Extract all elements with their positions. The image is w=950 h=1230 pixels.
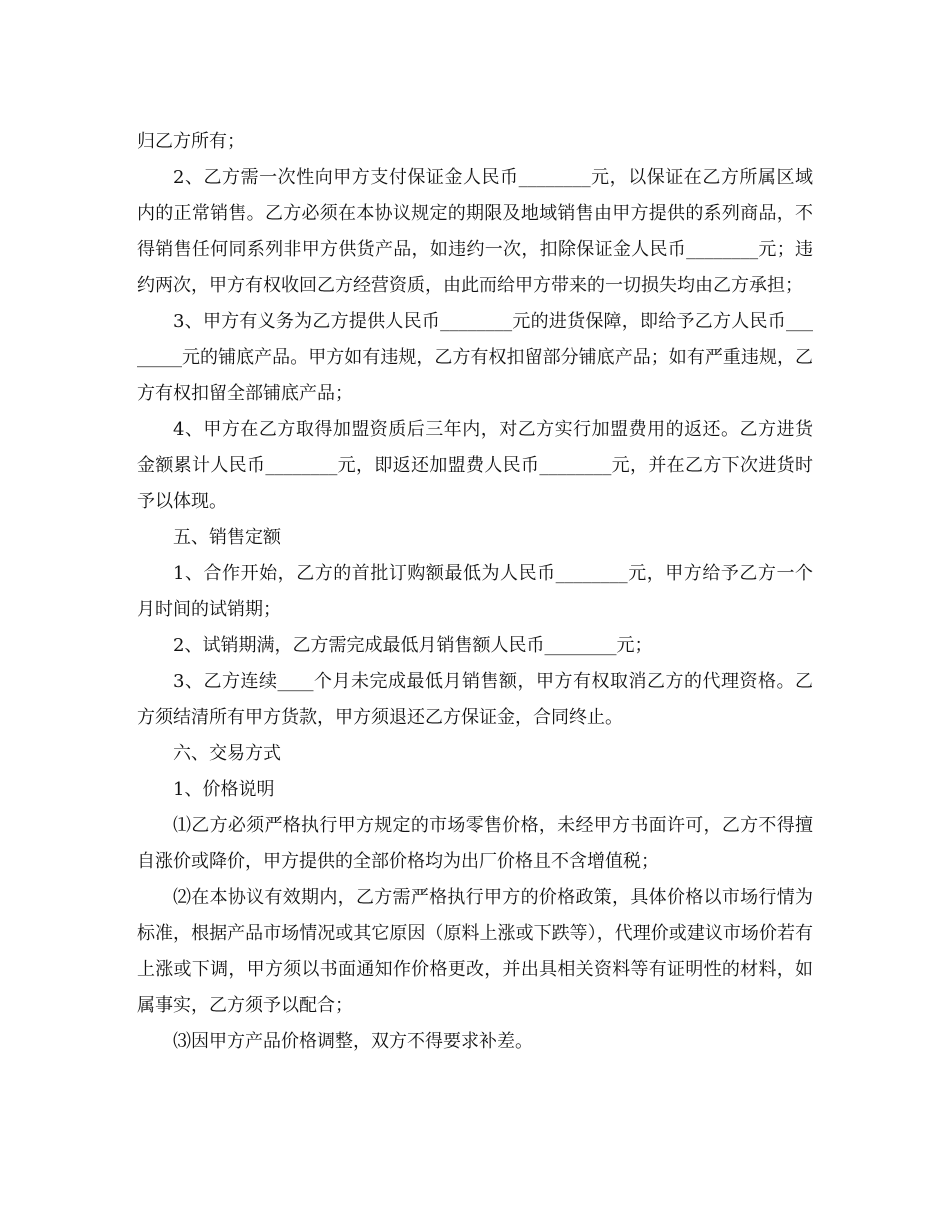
- paragraph-fee-refund-clause: 4、甲方在乙方取得加盟资质后三年内，对乙方实行加盟费用的返还。乙方进货金额累计人民币________元，即返还加盟费人民币________元，并在乙方下次进货时予以体现。: [137, 419, 813, 512]
- paragraph-price-adjustment-clause: ⑶因甲方产品价格调整，双方不得要求补差。: [173, 1031, 533, 1052]
- section-heading-sales-quota: 五、销售定额: [173, 527, 281, 548]
- paragraph-monthly-minimum-clause: 2、试销期满，乙方需完成最低月销售额人民币________元；: [173, 635, 653, 656]
- subsection-heading-price-notes: 1、价格说明: [173, 779, 275, 800]
- section-heading-trade-method: 六、交易方式: [173, 743, 281, 764]
- paragraph-deposit-clause: 2、乙方需一次性向甲方支付保证金人民币________元，以保证在乙方所属区域内的正常销售。乙方必须在本协议规定的期限及地域销售由甲方提供的系列商品，不得销售任何同系列非甲方供货产品，如违约一次，扣除保证金人民币________元；违约两次，甲方有权收回乙方经营资质，由此而给甲方带来的一切损失均由乙方承担；: [137, 167, 813, 296]
- paragraph-retail-price-clause: ⑴乙方必须严格执行甲方规定的市场零售价格，未经甲方书面许可，乙方不得擅自涨价或降价，甲方提供的全部价格均为出厂价格且不含增值税；: [137, 815, 813, 872]
- document-body: [137, 124, 813, 1060]
- paragraph-price-policy-clause: ⑵在本协议有效期内，乙方需严格执行甲方的价格政策，具体价格以市场行情为标准，根据产品市场情况或其它原因（原料上涨或下跌等），代理价或建议市场价若有上涨或下调，甲方须以书面通知作价格更改，并出具相关资料等有证明性的材料，如属事实，乙方须予以配合；: [137, 887, 813, 1016]
- paragraph-termination-clause: 3、乙方连续____个月未完成最低月销售额，甲方有权取消乙方的代理资格。乙方须结清所有甲方货款，甲方须退还乙方保证金，合同终止。: [137, 671, 813, 728]
- paragraph-first-order-clause: 1、合作开始，乙方的首批订购额最低为人民币________元，甲方给予乙方一个月时间的试销期；: [137, 563, 813, 620]
- paragraph-supply-guarantee-clause: 3、甲方有义务为乙方提供人民币________元的进货保障，即给予乙方人民币________元的铺底产品。甲方如有违规，乙方有权扣留部分铺底产品；如有严重违规，乙方有权扣留全部铺底产品；: [137, 311, 813, 404]
- paragraph-continuation: 归乙方所有；: [137, 131, 245, 152]
